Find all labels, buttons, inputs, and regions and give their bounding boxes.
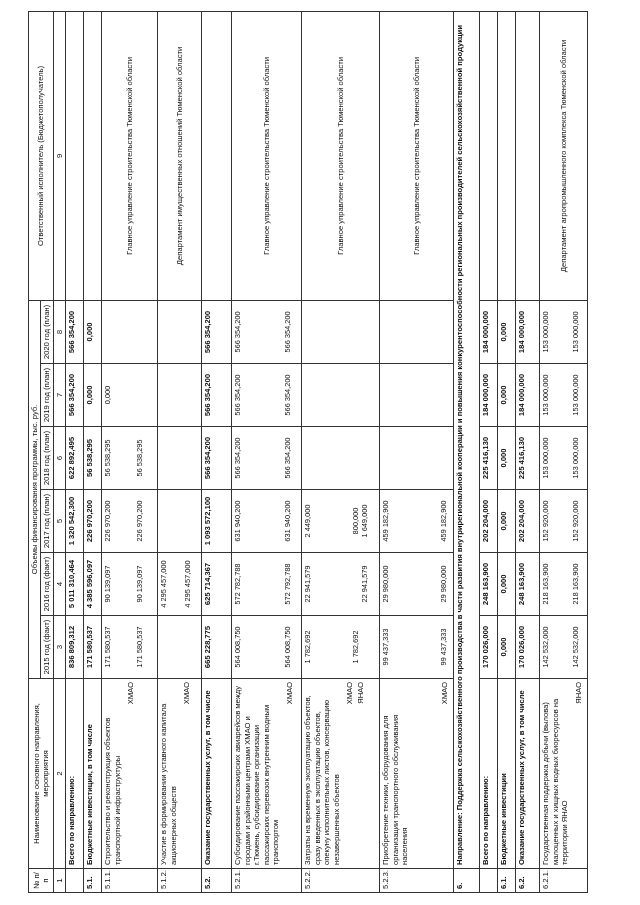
- row-num: 6.: [454, 869, 480, 893]
- value-cell: 566 354,200: [202, 427, 232, 490]
- value-region: 4 295 457,000: [182, 560, 192, 608]
- value-cell: [102, 427, 158, 490]
- value-region: 459 182,900: [438, 500, 448, 542]
- value-cell: 170 026,000: [480, 616, 498, 679]
- value-cell: 665 228,775: [202, 616, 232, 679]
- value-cell: 566 354,200: [202, 364, 232, 427]
- value-total: 564 008,750: [233, 626, 243, 668]
- row-name: Всего по направлению:: [66, 679, 84, 869]
- value-cell: 1 320 542,300: [66, 490, 84, 553]
- value-total: 0,000: [103, 385, 113, 405]
- value-region: 171 580,537: [134, 626, 144, 668]
- value-cell: 184 000,000: [516, 364, 540, 427]
- executor-cell: Департамент агропромышленного комплекса Тюменской области: [540, 11, 588, 300]
- executor-cell: [66, 11, 84, 300]
- value-total: 90 139,097: [103, 565, 113, 603]
- value-cell: 0,000: [498, 427, 516, 490]
- value-cell: 0,000: [84, 364, 102, 427]
- header-num: № п/п: [29, 869, 54, 893]
- value-total: 572 782,788: [233, 563, 243, 605]
- value-cell: [102, 616, 158, 679]
- value-cell: 1 093 572,100: [202, 490, 232, 553]
- value-region: 56 538,295: [134, 439, 144, 477]
- value-cell: 184 000,000: [480, 300, 498, 363]
- value-cell: 0,000: [498, 490, 516, 553]
- row-name: Затраты на временную эксплуатацию объектов, сразу введенных в эксплуатацию объектов, опекуну исполнительных листов, консервацию незавершенных объектов: [303, 695, 341, 865]
- value-region: 566 354,200: [282, 437, 292, 479]
- value-region: 218 163,900: [570, 563, 580, 605]
- header-year: 2016 год (факт): [41, 553, 53, 616]
- region-label: ХМАО: [345, 682, 355, 705]
- index-cell: 7: [53, 364, 65, 427]
- section-title: Направление: Поддержка сельскохозяйственного производства в части развития внутрирегиональной кооперации и повышения конкурентоспособности региональных производителей сельскохозяйственной продукции: [454, 11, 480, 868]
- value-region: 226 970,200: [134, 500, 144, 542]
- value-region: 153 000,000: [570, 437, 580, 479]
- value-cell: 184 000,000: [480, 364, 498, 427]
- value-total: 56 538,295: [103, 439, 113, 477]
- value-cell: [102, 553, 158, 616]
- value-region: 99 437,333: [438, 628, 448, 666]
- value-region: 1 782,692: [350, 630, 360, 664]
- value-cell: [102, 300, 158, 363]
- table-row: [202, 11, 232, 892]
- value-region: 22 941,579: [359, 565, 369, 603]
- table-row: [102, 11, 158, 892]
- value-cell: 171 580,537: [84, 616, 102, 679]
- executor-cell: [84, 11, 102, 300]
- value-total: 22 941,579: [303, 565, 313, 603]
- value-cell: 622 892,495: [66, 427, 84, 490]
- index-cell: 1: [53, 869, 65, 893]
- value-cell: 225 416,130: [480, 427, 498, 490]
- value-cell: [158, 553, 202, 616]
- value-cell: 56 538,295: [84, 427, 102, 490]
- row-num: 6.2.1.: [540, 869, 588, 893]
- value-region: 142 532,000: [570, 626, 580, 668]
- row-name: Участие в формировании уставного капитала акционерных обществ: [159, 703, 178, 865]
- row-name: Бюджетные инвестиции, в том числе: [84, 679, 102, 869]
- header-name: Наименование основного направления, мероприятия: [29, 679, 54, 869]
- executor-cell: Департамент имущественных отношений Тюменской области: [158, 11, 202, 300]
- value-cell: [232, 490, 302, 553]
- row-num: 5.2.3.: [380, 869, 454, 893]
- row-name-cell: [380, 679, 454, 869]
- value-region: 29 980,000: [438, 565, 448, 603]
- value-cell: [102, 364, 158, 427]
- value-cell: 226 970,200: [84, 490, 102, 553]
- index-cell: 8: [53, 300, 65, 363]
- row-name-cell: [540, 679, 588, 869]
- table-row: [540, 11, 588, 892]
- value-cell: [158, 616, 202, 679]
- value-cell: [102, 490, 158, 553]
- value-cell: 248 163,900: [480, 553, 498, 616]
- value-region: [351, 556, 360, 612]
- row-num: 5.1.: [84, 869, 102, 893]
- executor-cell: Главное управление строительства Тюменской области: [302, 11, 380, 300]
- value-total: 1 782,692: [303, 630, 313, 664]
- table-row: [516, 11, 540, 892]
- value-cell: [380, 364, 454, 427]
- row-num: 5.1.2.: [158, 869, 202, 893]
- index-cell: 4: [53, 553, 65, 616]
- value-cell: [232, 553, 302, 616]
- index-cell: 2: [53, 679, 65, 869]
- executor-cell: Главное управление строительства Тюменской области: [232, 11, 302, 300]
- value-cell: [158, 364, 202, 427]
- row-name: Субсидирование пассажирских авиарейсов между городами и районными центрами ХМАО и г.Тюмень, субсидирование организации пассажирских перевозок внутренним водным транспортом: [233, 685, 281, 865]
- header-funding: Объемы финансирования программы, тыс. руб.: [29, 300, 41, 678]
- value-cell: 202 204,000: [516, 490, 540, 553]
- header-year: 2019 год (план): [41, 364, 53, 427]
- region-label: ХМАО: [284, 682, 294, 705]
- row-name-cell: [158, 679, 202, 869]
- value-cell: 248 163,900: [516, 553, 540, 616]
- value-cell: [302, 364, 380, 427]
- value-cell: 836 809,312: [66, 616, 84, 679]
- row-num: 5.1.1.: [102, 869, 158, 893]
- value-cell: 0,000: [498, 553, 516, 616]
- table-row: [66, 11, 84, 892]
- value-cell: [540, 490, 588, 553]
- value-cell: [302, 490, 380, 553]
- index-cell: 5: [53, 490, 65, 553]
- row-name-cell: [102, 679, 158, 869]
- value-cell: [380, 300, 454, 363]
- value-cell: [232, 300, 302, 363]
- table-row: [158, 11, 202, 892]
- value-cell: [540, 427, 588, 490]
- value-cell: 0,000: [498, 364, 516, 427]
- value-region: 566 354,200: [282, 311, 292, 353]
- row-name-cell: [232, 679, 302, 869]
- value-cell: 5 011 310,464: [66, 553, 84, 616]
- row-num: 5.2.2.: [302, 869, 380, 893]
- value-total: 152 920,000: [541, 500, 551, 542]
- value-total: 459 182,900: [381, 500, 391, 542]
- value-total: 153 000,000: [541, 437, 551, 479]
- value-region: 572 792,788: [282, 563, 292, 605]
- table-row: [84, 11, 102, 892]
- value-cell: 625 714,367: [202, 553, 232, 616]
- value-cell: 566 354,200: [66, 364, 84, 427]
- value-region: 566 354,200: [282, 374, 292, 416]
- value-cell: [158, 427, 202, 490]
- row-num: [480, 869, 498, 893]
- value-cell: [302, 427, 380, 490]
- value-cell: [158, 490, 202, 553]
- value-region: 800,000: [350, 507, 360, 535]
- region-label: ХМАО: [439, 682, 449, 705]
- value-total: 153 000,000: [541, 374, 551, 416]
- row-name: Строительство и реконструкция объектов транспортной инфраструктуры: [103, 717, 122, 865]
- value-cell: 202 204,000: [480, 490, 498, 553]
- value-region: 631 940,200: [282, 500, 292, 542]
- value-region: 152 920,000: [570, 500, 580, 542]
- funding-table: [28, 11, 588, 893]
- row-name: Оказание государственных услуг, в том числе: [516, 679, 540, 869]
- value-total: 4 295 457,000: [159, 560, 169, 608]
- value-cell: [302, 300, 380, 363]
- table-row: [302, 11, 380, 892]
- table-row: [480, 11, 498, 892]
- region-label: ЯНАО: [573, 682, 583, 704]
- value-region: 564 008,750: [282, 626, 292, 668]
- value-total: 153 000,000: [541, 311, 551, 353]
- header-year: 2020 год (план): [41, 300, 53, 363]
- row-name: Государственная поддержка добычи (вылова) малоценных и хищных водных биоресурсов на территории ЯНАО: [541, 698, 570, 865]
- value-cell: 0,000: [498, 300, 516, 363]
- value-cell: [380, 553, 454, 616]
- row-num: 5.2.: [202, 869, 232, 893]
- value-cell: [540, 616, 588, 679]
- row-num: 6.1.: [498, 869, 516, 893]
- index-cell: 9: [53, 11, 65, 300]
- value-region: 153 000,000: [570, 311, 580, 353]
- value-region: 1 649,000: [359, 504, 369, 538]
- row-num: 6.2.: [516, 869, 540, 893]
- value-cell: [232, 427, 302, 490]
- value-cell: 566 354,200: [202, 300, 232, 363]
- value-cell: 0,000: [84, 300, 102, 363]
- value-cell: [540, 364, 588, 427]
- value-cell: 566 354,200: [66, 300, 84, 363]
- value-total: 566 354,200: [233, 311, 243, 353]
- header-year: 2018 год (план): [41, 427, 53, 490]
- section-row: [454, 11, 480, 892]
- value-cell: [380, 427, 454, 490]
- value-cell: 170 026,000: [516, 616, 540, 679]
- table-row: [232, 11, 302, 892]
- value-total: 142 532,000: [541, 626, 551, 668]
- executor-cell: Главное управление строительства Тюменской области: [380, 11, 454, 300]
- value-region: 153 000,000: [570, 374, 580, 416]
- row-num: [66, 869, 84, 893]
- row-num: 5.2.1.: [232, 869, 302, 893]
- region-label: ХМАО: [182, 682, 192, 705]
- value-cell: 0,000: [498, 616, 516, 679]
- region-label: ЯНАО: [355, 682, 365, 704]
- value-total: 29 980,000: [381, 565, 391, 603]
- executor-cell: [202, 11, 232, 300]
- table-row: [498, 11, 516, 892]
- value-total: 171 580,537: [103, 626, 113, 668]
- value-cell: [232, 364, 302, 427]
- value-cell: [302, 616, 380, 679]
- row-name: Оказание государственных услуг, в том числе: [202, 679, 232, 869]
- value-cell: [232, 616, 302, 679]
- value-total: 2 449,000: [303, 504, 313, 538]
- row-name: Приобретение техники, оборудования для организации транспортного обслуживания населения: [381, 714, 410, 865]
- header-executor: Ответственный исполнитель (Бюджетополучатель): [29, 11, 54, 300]
- value-cell: 184 000,000: [516, 300, 540, 363]
- index-cell: 6: [53, 427, 65, 490]
- value-total: 631 940,200: [233, 500, 243, 542]
- table-row: [380, 11, 454, 892]
- row-name: Всего по направлению:: [480, 679, 498, 869]
- value-total: 99 437,333: [381, 628, 391, 666]
- value-total: 566 354,200: [233, 437, 243, 479]
- value-cell: 4 385 596,097: [84, 553, 102, 616]
- executor-cell: [516, 11, 540, 300]
- value-cell: [380, 490, 454, 553]
- value-cell: 225 416,130: [516, 427, 540, 490]
- header-year: 2017 год (план): [41, 490, 53, 553]
- value-cell: [302, 553, 380, 616]
- region-label: ХМАО: [126, 682, 136, 705]
- value-region: 90 139,097: [134, 565, 144, 603]
- value-cell: [540, 553, 588, 616]
- executor-cell: Главное управление строительства Тюменской области: [102, 11, 158, 300]
- value-total: 226 970,200: [103, 500, 113, 542]
- value-cell: [158, 300, 202, 363]
- executor-cell: [480, 11, 498, 300]
- value-cell: [380, 616, 454, 679]
- value-cell: [540, 300, 588, 363]
- row-name-cell: [302, 679, 380, 869]
- header-year: 2015 год (факт): [41, 616, 53, 679]
- row-name: Бюджетные инвестиции: [498, 679, 516, 869]
- value-total: 566 354,200: [233, 374, 243, 416]
- executor-cell: [498, 11, 516, 300]
- value-total: 218 163,900: [541, 563, 551, 605]
- index-cell: 3: [53, 616, 65, 679]
